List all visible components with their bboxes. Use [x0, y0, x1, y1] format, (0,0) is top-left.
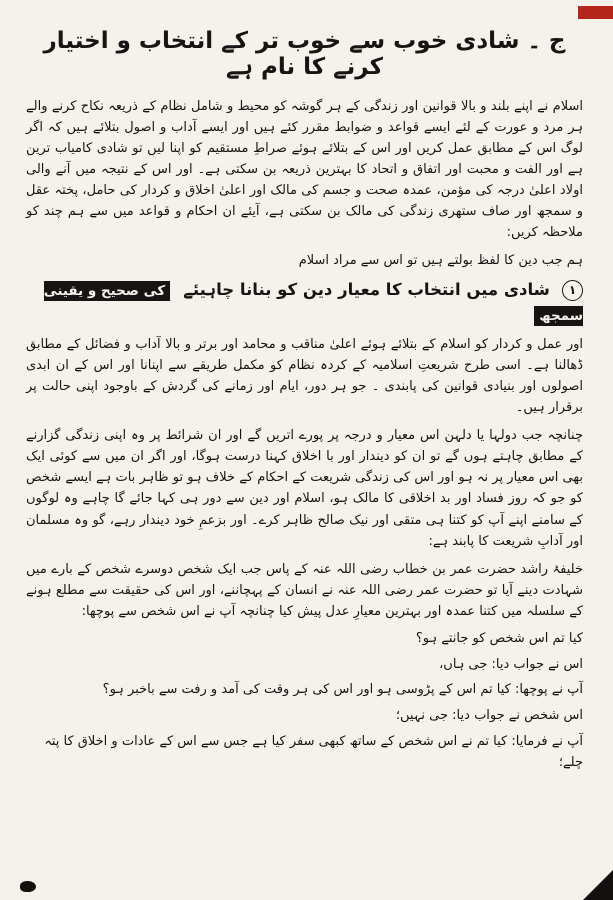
dialogue-line: اس شخص نے جواب دیا: جی نہیں؛ — [395, 708, 583, 724]
section-number-badge: ۱ — [562, 280, 583, 301]
paragraph-intro: اسلام نے اپنے بلند و بالا قوانین اور زندگی کے ہر گوشہ کو محیط و شامل نظام کے ذریعہ نکاح کرنے والے ہر مرد و عورت کے لئے ایسے قواعد و ضوابط مقرر کئے ہیں اور ایسے آداب و اصول بتلائے ہیں کہ اگر لوگ اس کے مطابق عمل کریں اور اس کے بتلائے ہوئے صراطِ مستقیم کو اپنا لیں تو شادی کامیاب ترین ہے اور الفت و محبت اور اتفاق و اتحاد کا بہترین ذریعہ بن سکتی ہے۔ اور اس کے نتیجہ میں آنے والی اولاد اعلیٰ درجہ کی مؤمن، عمدہ صحت و جسم کی مالک اور اعلیٰ اخلاق و کردار کی حامل، پختہ عقل و سمجھ اور صاف ستھری زندگی کی مالک بن سکتی ہے، آیئے ان احکام و قواعد میں سے ہم چند کو ملاحظہ کریں: — [26, 99, 583, 241]
paragraph-deen-lead: ہم جب دین کا لفظ بولتے ہیں تو اس سے مراد اسلام — [298, 253, 583, 269]
dialogue-line: اس نے جواب دیا: جی ہاں، — [439, 656, 583, 672]
paragraph-criteria: چنانچہ جب دولہا یا دلہن اس معیار و درجہ پر پورے اتریں گے اور ان شرائط پر وہ اپنی زندگی گزارنے کے مطابق چاہتے ہوں گے تو ان کو دیندار اور با اخلاق کہنا درست ہوگا، اور اگر ان میں سے کوئی ایک بھی اس معیار پر نہ ہو اور اس کی زندگی شریعت کے احکام کے خلاف ہو تو ظاہر بات ہے ایسے شخص کو جو کہ روز فساد اور بد اخلاقی کا مالک ہو، اسلام اور دین سے دور ہی کہا جائے گا چاہے وہ لوگوں کے سامنے اپنے آپ کو کتنا ہی متقی اور نیک صالح ظاہر کرے۔ اور بزعمِ خود دیندار رہے، گو وہ مسلمان اور آدابِ شریعت کا پابند ہے: — [26, 428, 583, 549]
dialogue-line: آپ نے فرمایا: کیا تم نے اس شخص کے ساتھ کبھی سفر کیا ہے جس سے اس کے عادات و اخلاق کا پتہ چلے؛ — [44, 733, 583, 770]
dialogue-line: آپ نے پوچھا: کیا تم اس کے پڑوسی ہو اور اس کی ہر وقت کی آمد و رفت سے باخبر ہو؟ — [102, 682, 583, 698]
ink-blot — [20, 881, 36, 892]
page-heading: ج ۔ شادی خوب سے خوب تر کے انتخاب و اختیار کرنے کا نام ہے — [43, 28, 566, 80]
page-corner-fold — [583, 870, 613, 900]
dialogue-line: کیا تم اس شخص کو جانتے ہو؟ — [415, 630, 583, 646]
paragraph-umar-story: خلیفۂ راشد حضرت عمر بن خطاب رضی اللہ عنہ کے پاس جب ایک شخص دوسرے شخص کے بارے میں شہادت دینے آیا تو حضرت عمر رضی اللہ عنہ نے انسان کے پہچاننے، اور اس کی حقیقت سے مطلع ہونے کے سلسلہ میں کتنا عمدہ اور بہترین معیارِ عدل پیش کیا چنانچہ آپ نے اس شخص سے پوچھا: — [26, 561, 583, 619]
scan-red-mark — [578, 6, 613, 19]
section-title-highlight: کی صحیح و یقینی سمجھ — [43, 283, 583, 325]
section-title: شادی میں انتخاب کا معیار دین کو بنانا چاہیئے — [183, 280, 550, 300]
paragraph-sharia: اور عمل و کردار کو اسلام کے بتلائے ہوئے اعلیٰ مناقب و محامد اور برتر و بالا آداب و فضائل کے مطابق ڈھالنا ہے۔ اسی طرح شریعتِ اسلامیہ کے کردہ نظام کو مکمل طریقے سے اپنانا اور اس کے ان ابدی اصولوں اور بنیادی قوانین کی پابندی ۔ جو ہر دور، ایام اور زمانے کی گردش کے باوجود اپنی حالت پر برقرار ہیں۔ — [26, 337, 583, 416]
section-heading-1 — [26, 278, 583, 327]
